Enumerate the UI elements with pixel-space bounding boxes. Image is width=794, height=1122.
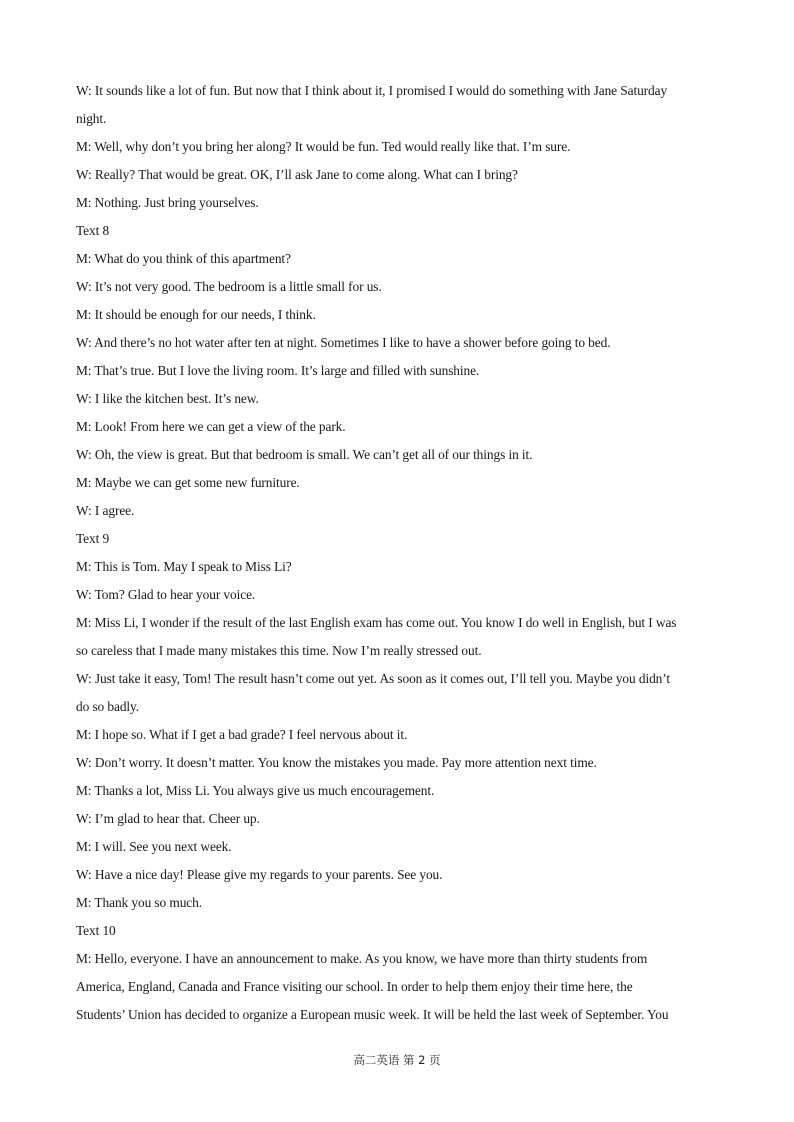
text-line: M: I will. See you next week. — [76, 839, 232, 854]
text-line: W: Really? That would be great. OK, I’ll ask Jane to come along. What can I bring? — [76, 167, 518, 182]
text-line: W: It’s not very good. The bedroom is a little small for us. — [76, 279, 382, 294]
text-line: M: This is Tom. May I speak to Miss Li? — [76, 559, 292, 574]
text-line: M: Thank you so much. — [76, 895, 202, 910]
text-line: M: That’s true. But I love the living room. It’s large and filled with sunshine. — [76, 363, 480, 378]
text-line: W: I’m glad to hear that. Cheer up. — [76, 811, 260, 826]
section-heading-text-10: Text 10 — [76, 923, 116, 938]
text-line: W: Tom? Glad to hear your voice. — [76, 587, 256, 602]
text-line: M: Hello, everyone. I have an announcement to make. As you know, we have more than thirty students from — [76, 951, 648, 966]
text-line: W: Don’t worry. It doesn’t matter. You know the mistakes you made. Pay more attention next time. — [76, 755, 597, 770]
page-footer: 高二英语 第 2 页 — [353, 1053, 441, 1067]
text-line: W: And there’s no hot water after ten at night. Sometimes I like to have a shower before going to bed. — [76, 335, 611, 350]
section-heading-text-9: Text 9 — [76, 531, 110, 546]
text-line: W: I like the kitchen best. It’s new. — [76, 391, 259, 406]
transcript-body — [76, 77, 718, 1029]
text-line: so careless that I made many mistakes this time. Now I’m really stressed out. — [76, 643, 482, 658]
text-line: M: I hope so. What if I get a bad grade? I feel nervous about it. — [76, 727, 408, 742]
text-line: M: Maybe we can get some new furniture. — [76, 475, 300, 490]
text-line: M: Thanks a lot, Miss Li. You always give us much encouragement. — [76, 783, 435, 798]
text-line: M: Well, why don’t you bring her along? It would be fun. Ted would really like that. I’m sure. — [76, 139, 571, 154]
text-line: W: I agree. — [76, 503, 135, 518]
text-line: M: It should be enough for our needs, I think. — [76, 307, 316, 322]
text-line: W: It sounds like a lot of fun. But now that I think about it, I promised I would do something with Jane Saturday — [76, 83, 668, 98]
text-line: M: Look! From here we can get a view of the park. — [76, 419, 346, 434]
text-line: M: What do you think of this apartment? — [76, 251, 291, 266]
text-line: M: Miss Li, I wonder if the result of the last English exam has come out. You know I do well in English, but I was — [76, 615, 677, 630]
text-line: W: Have a nice day! Please give my regards to your parents. See you. — [76, 867, 443, 882]
text-line: Students’ Union has decided to organize a European music week. It will be held the last week of September. You — [76, 1007, 669, 1022]
text-line: W: Just take it easy, Tom! The result hasn’t come out yet. As soon as it comes out, I’ll tell you. Maybe you didn’t — [76, 671, 671, 686]
text-line: W: Oh, the view is great. But that bedroom is small. We can’t get all of our things in it. — [76, 447, 533, 462]
text-line: M: Nothing. Just bring yourselves. — [76, 195, 259, 210]
text-line: do so badly. — [76, 699, 140, 714]
text-line: night. — [76, 111, 107, 126]
section-heading-text-8: Text 8 — [76, 223, 110, 238]
text-line: America, England, Canada and France visiting our school. In order to help them enjoy their time here, the — [76, 979, 633, 994]
